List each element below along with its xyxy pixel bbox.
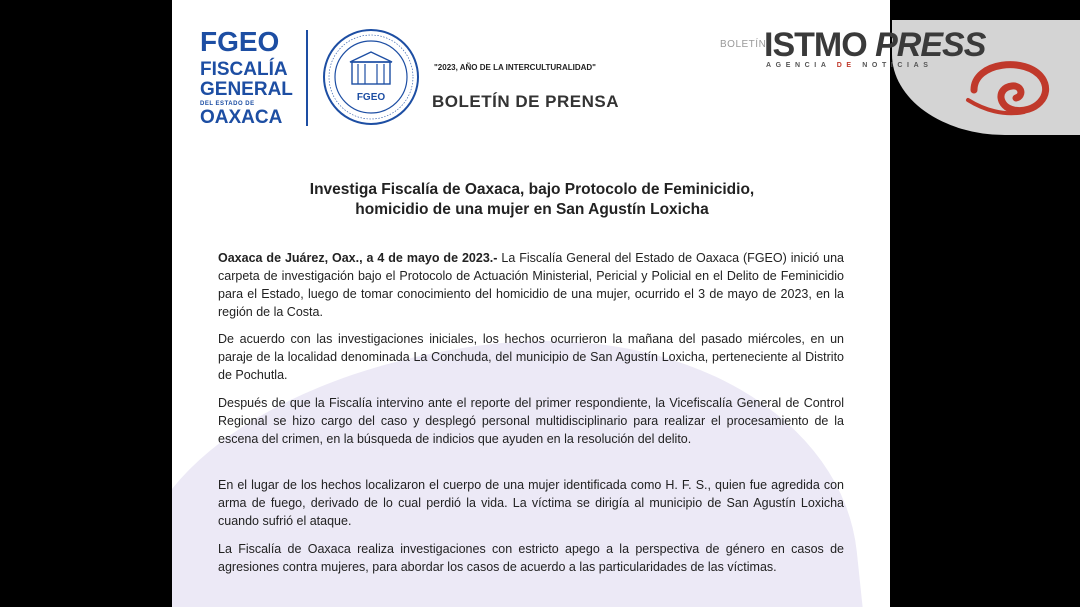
paragraph-4: En el lugar de los hechos localizaron el cuerpo de una mujer identificada como H. F. S., quien fue agredida con arma de fuego, derivado de lo cual perdió la vida. La víctima se dirigía al municipio de San Agustín Loxicha cuando sufrió el ataque.	[218, 478, 844, 528]
watermark-name-part2: PRESS	[875, 26, 986, 64]
logo-divider	[306, 30, 308, 126]
logo-line-general: GENERAL	[200, 79, 293, 100]
headline	[242, 180, 822, 220]
logo-line-fiscalia: FISCALÍA	[200, 59, 288, 80]
dateline: Oaxaca de Juárez, Oax., a 4 de mayo de 2023.-	[218, 251, 498, 265]
seal-label: FGEO	[356, 92, 386, 103]
logo-line-oaxaca: OAXACA	[200, 107, 283, 128]
bulletin-title: BOLETÍN DE PRENSA	[432, 92, 620, 111]
fgeo-logo	[200, 28, 293, 127]
motto: "2023, AÑO DE LA INTERCULTURALIDAD"	[434, 63, 596, 72]
bulletin-corner-label: BOLETÍN	[720, 39, 767, 50]
watermark-name-part1: ISTMO	[764, 26, 867, 64]
watermark-subtitle	[766, 62, 933, 69]
paragraph-5: La Fiscalía de Oaxaca realiza investigaciones con estricto apego a la perspectiva de género en casos de agresiones contra mujeres, para abordar los casos de acuerdo a las particularidades de las víctimas.	[218, 542, 844, 574]
istmo-press-watermark	[760, 20, 1080, 135]
logo-fgeo: FGEO	[200, 26, 280, 57]
swirl-logo-icon	[964, 50, 1054, 120]
paragraph-1	[218, 249, 844, 321]
paragraph-2: De acuerdo con las investigaciones iniciales, los hechos ocurrieron la mañana del pasado miércoles, en un paraje de la localidad denominada La Conchuda, del municipio de San Agustín Loxicha, perteneciente al Distrito de Pochutla.	[218, 332, 844, 382]
fiscalia-seal-icon	[322, 28, 420, 126]
paragraph-1-text: La Fiscalía General del Estado de Oaxaca (FGEO) inició una carpeta de investigación bajo el Protocolo de Actuación Ministerial, Pericial y Policial en el Delito de Feminicidio para el Estado, luego de tomar conocimiento del homicidio de una mujer, ocurrido el 3 de mayo de 2023, en la región de la Costa.	[218, 251, 844, 319]
logo-small-text: DEL ESTADO DE	[200, 101, 255, 107]
watermark-sub-part2: DE	[836, 62, 856, 69]
headline-line-2: homicidio de una mujer en San Agustín Loxicha	[355, 201, 709, 218]
headline-line-1: Investiga Fiscalía de Oaxaca, bajo Protocolo de Feminicidio,	[309, 181, 755, 198]
watermark-sub-part3: NOTICIAS	[862, 62, 933, 69]
paragraph-3: Después de que la Fiscalía intervino ante el reporte del primer respondiente, la Vicefiscalía General de Control Regional se hizo cargo del caso y desplegó personal multidisciplinario para realizar el procesamiento de la escena del crimen, en la búsqueda de indicios que ayuden en la resolución del delito.	[218, 396, 844, 446]
watermark-sub-part1: AGENCIA	[766, 62, 831, 69]
watermark-name	[764, 26, 985, 65]
